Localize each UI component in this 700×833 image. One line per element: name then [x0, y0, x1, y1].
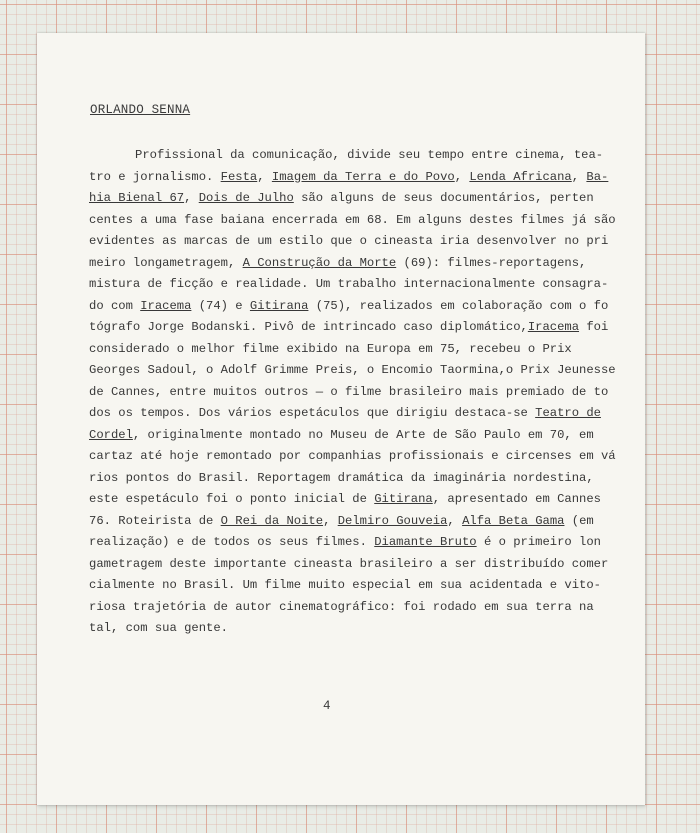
text-segment: são alguns de seus documentários, perten — [293, 191, 594, 205]
text-line — [89, 360, 616, 382]
text-segment: rios pontos do Brasil. Reportagem dramática da imaginária nordestina, — [89, 470, 594, 485]
text-line — [89, 382, 609, 404]
text-segment: centes a uma fase baiana encerrada em 68. Em alguns destes filmes já são — [89, 212, 616, 227]
underlined-title: Iracema — [527, 320, 580, 334]
biography-paragraph — [89, 145, 616, 640]
text-line — [89, 317, 609, 339]
underlined-title: Gitirana — [249, 298, 309, 313]
text-line — [89, 511, 594, 533]
page-number: 4 — [323, 699, 331, 713]
underlined-title: Ba- — [586, 169, 609, 184]
text-segment: mistura de ficção e realidade. Um trabalho internacionalmente consagra- — [89, 277, 609, 291]
text-segment: (75), realizados em colaboração com o fo — [308, 298, 609, 313]
text-segment: gametragem deste importante cineasta brasileiro a ser distribuído comer — [89, 556, 609, 571]
text-line — [89, 188, 594, 210]
text-line — [89, 554, 609, 576]
text-line — [89, 575, 601, 597]
text-segment: tógrafo Jorge Bodanski. Pivô de intrincado caso diplomático, — [89, 320, 528, 334]
text-segment: cartaz até hoje remontado por companhias profissionais e circenses em vá — [89, 449, 616, 463]
text-segment: riosa trajetória de autor cinematográfico: foi rodado em sua terra na — [89, 599, 594, 614]
text-line — [89, 296, 609, 318]
text-segment: , apresentado em Cannes — [432, 492, 601, 506]
text-segment: (69): filmes-reportagens, — [396, 255, 587, 270]
text-segment: (em — [564, 513, 594, 528]
text-segment: , — [323, 513, 338, 528]
text-segment: 76. Roteirista de — [89, 513, 221, 528]
text-line — [89, 425, 594, 447]
text-segment: foi — [579, 320, 609, 334]
text-segment: , originalmente montado no Museu de Arte de São Paulo em 70, em — [132, 427, 594, 442]
text-segment: Georges Sadoul, o Adolf Grimme Preis, o Encomio Taormina,o Prix Jeunesse — [89, 363, 616, 377]
text-line — [89, 597, 594, 619]
text-segment: , — [447, 513, 463, 528]
text-line — [89, 468, 594, 490]
text-line — [89, 339, 571, 361]
text-segment: evidentes as marcas de um estilo que o cineasta iria desenvolver no pri — [89, 234, 609, 248]
underlined-title: Alfa Beta Gama — [462, 513, 565, 528]
underlined-title: Delmiro Gouveia — [337, 513, 448, 528]
underlined-title: Festa — [220, 169, 258, 184]
text-segment: tal, com sua gente. — [89, 621, 228, 635]
text-segment: (74) e — [191, 298, 250, 313]
underlined-title: O Rei da Noite — [220, 513, 324, 528]
underlined-title: hia Bienal 67 — [89, 191, 185, 205]
text-segment: cialmente no Brasil. Um filme muito especial em sua acidentada e vito- — [89, 578, 601, 592]
text-line — [89, 145, 604, 167]
text-segment: do com — [89, 298, 141, 313]
text-segment: , — [571, 169, 587, 184]
text-segment: tro e jornalismo. — [89, 169, 221, 184]
underlined-title: Imagem da Terra e do Povo — [271, 169, 455, 184]
underlined-title: Lenda Africana — [469, 169, 572, 184]
text-segment: é o primeiro lon — [476, 535, 601, 549]
text-line — [89, 618, 571, 640]
underlined-title: Gitirana — [374, 492, 433, 506]
text-line — [89, 403, 601, 425]
text-line — [89, 253, 587, 275]
underlined-title: A Construção da Morte — [242, 255, 397, 270]
text-line — [89, 231, 609, 253]
underlined-title: Teatro de — [535, 406, 601, 420]
text-segment: considerado o melhor filme exibido na Europa em 75, recebeu o Prix — [89, 341, 572, 356]
text-line — [89, 210, 616, 232]
text-segment: meiro longametragem, — [89, 255, 243, 270]
underlined-title: Cordel — [89, 427, 133, 442]
text-segment: Profissional da comunicação, divide seu tempo entre cinema, tea- — [135, 148, 604, 162]
text-segment: de Cannes, entre muitos outros — o filme brasileiro mais premiado de to — [89, 384, 609, 399]
underlined-title: Iracema — [140, 298, 192, 313]
text-segment: , — [257, 169, 272, 184]
text-segment: este espetáculo foi o ponto inicial de — [89, 492, 375, 506]
text-line — [89, 489, 601, 511]
text-line — [89, 274, 609, 296]
text-line — [89, 532, 601, 554]
text-segment: , — [184, 191, 199, 205]
text-line — [89, 167, 609, 189]
text-segment: dos os tempos. Dos vários espetáculos que dirigiu destaca-se — [89, 406, 536, 420]
text-line — [89, 446, 616, 468]
underlined-title: Diamante Bruto — [374, 535, 477, 549]
underlined-title: Dois de Julho — [198, 191, 294, 205]
text-segment: realização) e de todos os seus filmes. — [89, 535, 375, 549]
document-title: ORLANDO SENNA — [90, 103, 191, 117]
text-segment: , — [454, 169, 470, 184]
